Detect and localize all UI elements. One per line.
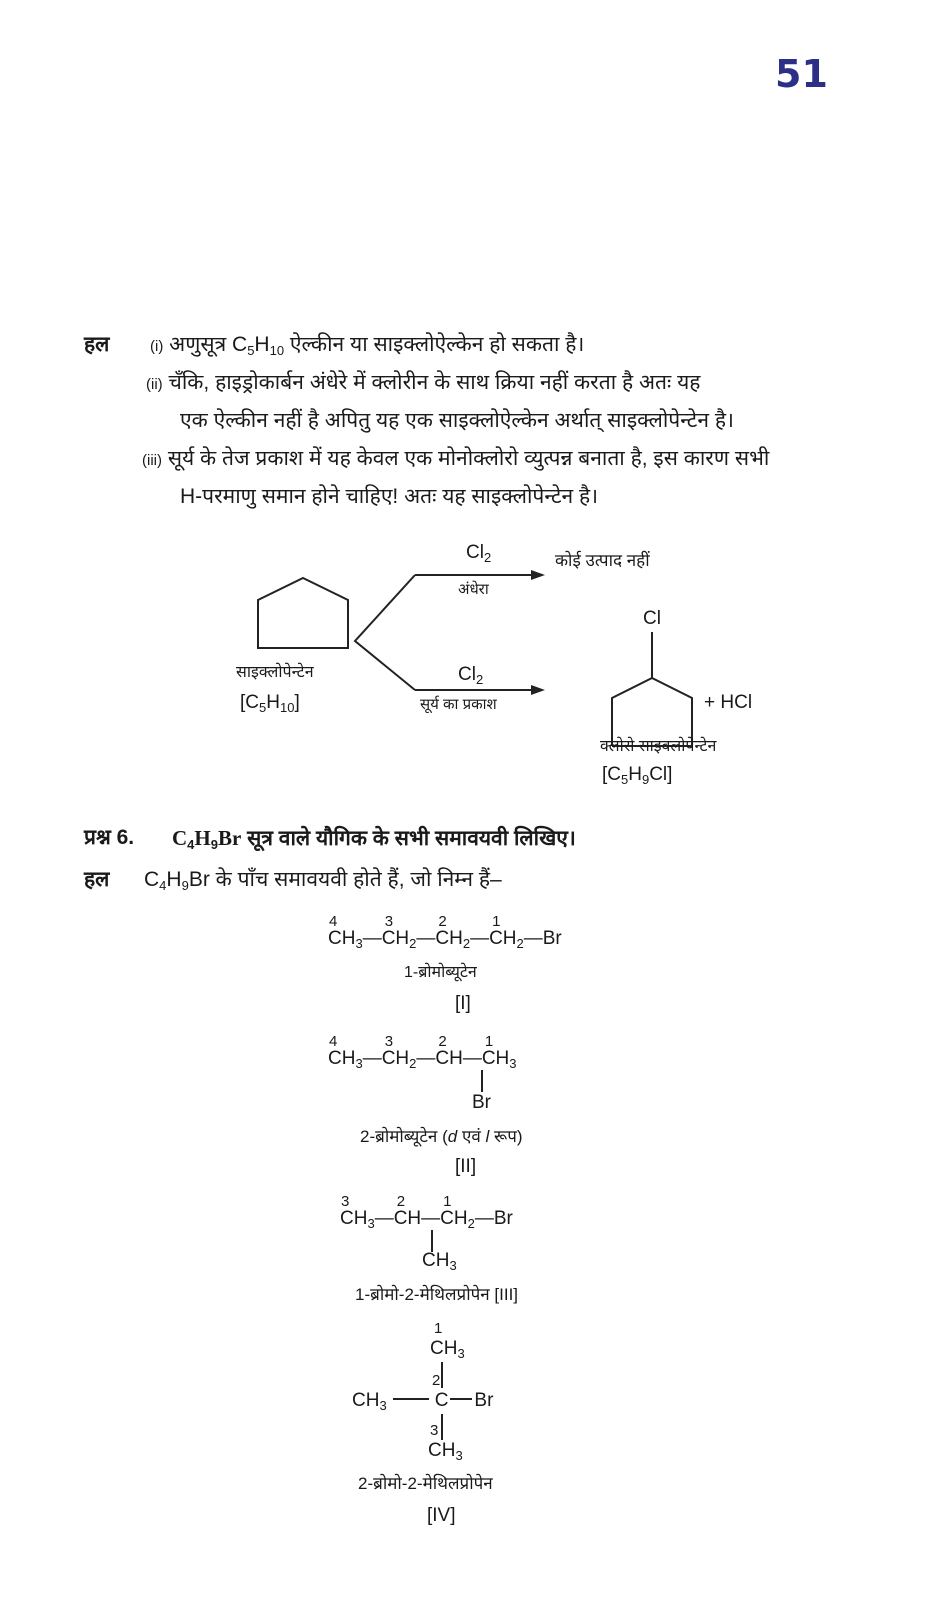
t: Cl]	[649, 764, 673, 785]
cyclopentane-ring	[258, 578, 348, 648]
formula-group	[475, 1208, 513, 1230]
sub: 5	[621, 772, 629, 787]
sub: 10	[279, 700, 295, 715]
formula-group	[340, 1193, 375, 1231]
reagent-top	[466, 542, 491, 564]
isomer-3-branch	[422, 1250, 457, 1272]
arrowhead-top	[531, 570, 545, 580]
subscript: 2	[462, 936, 471, 951]
sub: 9	[210, 837, 218, 852]
no-product-text: कोई उत्पाद नहीं	[555, 551, 650, 570]
carbon-number: 2	[438, 1033, 447, 1050]
bond-vertical	[441, 1414, 443, 1440]
sub: 3	[455, 1448, 463, 1463]
text: अणुसूत्र C	[169, 333, 248, 356]
solution-label: हल	[84, 333, 110, 356]
atom-group: —CH	[470, 928, 517, 949]
marker: (i)	[150, 338, 164, 355]
subscript: 2	[409, 1056, 417, 1071]
bond-vertical	[431, 1230, 433, 1252]
t: 2-ब्रोमोब्यूटेन (	[360, 1127, 448, 1146]
carbon-number: 1	[484, 1033, 494, 1050]
isomer-4-name: 2-ब्रोमो-2-मेथिलप्रोपेन	[358, 1474, 493, 1493]
formula-group	[362, 1033, 417, 1071]
t: Br	[188, 868, 210, 891]
formula-group	[328, 1033, 363, 1071]
text: सूर्य के तेज प्रकाश में यह केवल एक मोनोक्लोरो व्युत्पन्न बनाता है, इस कारण सभी	[167, 447, 770, 470]
sub: 5	[259, 700, 267, 715]
reagent-bottom	[458, 664, 483, 686]
atom-group: CH	[328, 1048, 356, 1069]
page-number: 51	[775, 52, 828, 96]
number: 3	[430, 1422, 439, 1439]
formula-group	[416, 913, 471, 951]
byproduct-hcl: + HCl	[704, 692, 753, 713]
isomer-3-name: 1-ब्रोमो-2-मेथिलप्रोपेन [III]	[355, 1285, 519, 1304]
t: CH	[428, 1440, 456, 1461]
number: 1	[434, 1320, 443, 1337]
text: H	[254, 333, 270, 356]
product-formula	[602, 764, 672, 786]
formula-group	[462, 1033, 517, 1071]
atom-group: CH	[340, 1208, 368, 1229]
atom-group: —CH	[374, 1208, 422, 1229]
number: 2	[432, 1372, 441, 1389]
carbon-number: 2	[438, 913, 447, 930]
subscript: 3	[367, 1216, 375, 1231]
atom-group: CH	[328, 928, 356, 949]
formula-group	[328, 913, 363, 951]
isomer-3-formula	[340, 1193, 513, 1231]
bond-vertical	[441, 1362, 443, 1388]
product-name: क्लोरो साइक्लोपेन्टेन	[600, 738, 717, 755]
sub: 4	[159, 878, 167, 893]
question-text	[172, 826, 576, 851]
marker: (ii)	[146, 376, 163, 393]
sub: 10	[269, 343, 285, 358]
t: H	[628, 764, 642, 785]
sub: 3	[449, 1258, 457, 1273]
subscript: 2	[467, 1216, 475, 1231]
carbon-number: 1	[443, 1193, 452, 1210]
t: Br	[474, 1390, 494, 1411]
subscript: 3	[509, 1056, 517, 1071]
point-ii-line2: एक ऐल्कीन नहीं है अपितु यह एक साइक्लोऐल्केन अर्थात् साइक्लोपेन्टेन है।	[180, 409, 734, 432]
isomer-4-tag: [IV]	[427, 1505, 456, 1526]
formula-group	[470, 913, 524, 951]
t: C	[172, 826, 188, 850]
sub: 9	[181, 878, 189, 893]
bond	[450, 1398, 472, 1400]
subscript: 2	[516, 936, 524, 951]
formula-group	[524, 928, 562, 950]
reactant-name: साइक्लोपेन्टेन	[236, 664, 314, 681]
t: के पाँच समावयवी होते हैं, जो निम्न हैं–	[209, 868, 502, 891]
condition-dark: अंधेरा	[458, 581, 489, 598]
t: C	[434, 1390, 449, 1411]
isomer-2-formula	[328, 1033, 517, 1071]
t: Cl	[466, 542, 484, 563]
isomer-2-branch: Br	[472, 1092, 491, 1113]
t: d	[447, 1127, 458, 1146]
text: चँकि, हाइड्रोकार्बन अंधेरे में क्लोरीन के साथ क्रिया नहीं करता है अतः यह	[168, 371, 701, 394]
sub: 5	[247, 343, 255, 358]
solution2-text	[144, 868, 502, 892]
formula-group	[374, 1193, 422, 1230]
t: CH	[352, 1390, 380, 1411]
marker: (iii)	[142, 452, 162, 469]
t: CH	[430, 1338, 458, 1359]
t: ]	[294, 692, 300, 713]
t: H	[194, 826, 211, 850]
t: सूत्र वाले यौगिक के सभी समावयवी लिखिए।	[241, 827, 576, 850]
formula-group	[362, 913, 417, 951]
t: H	[266, 692, 280, 713]
sub: 2	[475, 672, 484, 687]
t: C	[144, 868, 160, 891]
carbon-number: 4	[329, 913, 338, 930]
t: एवं	[457, 1127, 486, 1146]
t: Br	[217, 826, 242, 850]
t: रूप)	[489, 1127, 523, 1146]
bond	[393, 1398, 429, 1400]
isomer-2-tag: [II]	[455, 1156, 477, 1177]
fork-line	[355, 575, 415, 690]
formula-group	[421, 1193, 475, 1231]
subscript: 2	[409, 936, 417, 951]
carbon-number: 3	[384, 913, 394, 930]
condition-sunlight: सूर्य का प्रकाश	[420, 696, 497, 713]
t: l	[485, 1127, 490, 1146]
carbon-number: 3	[384, 1033, 394, 1050]
question-label: प्रश्न 6.	[84, 826, 135, 849]
point-iii-line2: H-परमाणु समान होने चाहिए! अतः यह साइक्लोपेन्टेन है।	[180, 485, 599, 508]
bond-vertical	[481, 1070, 483, 1092]
subscript: 3	[355, 1056, 363, 1071]
subscript: 3	[355, 936, 363, 951]
reactant-formula	[240, 692, 300, 714]
carbon-number: 2	[396, 1193, 406, 1210]
t: [C	[602, 764, 621, 785]
sub: 9	[641, 772, 650, 787]
chlorine-label: Cl	[643, 608, 661, 629]
carbon-number: 4	[329, 1033, 338, 1050]
isomer-4-row	[352, 1390, 493, 1412]
isomer-1-name: 1-ब्रोमोब्यूटेन	[404, 964, 477, 981]
isomer-4-bottom	[428, 1440, 463, 1462]
atom-group: —CH	[362, 1048, 410, 1069]
solution2-label: हल	[84, 868, 110, 891]
t: H	[166, 868, 182, 891]
atom-group: —CH	[362, 928, 410, 949]
arrowhead-bottom	[531, 685, 545, 695]
sub: 3	[379, 1398, 387, 1413]
text: ऐल्कीन या साइक्लोऐल्केन हो सकता है।	[284, 333, 585, 356]
atom-group: —CH	[416, 928, 463, 949]
formula-group	[416, 1033, 463, 1070]
isomer-1-tag: [I]	[455, 993, 471, 1014]
t: CH	[422, 1250, 450, 1271]
sub: 2	[483, 550, 492, 565]
sub: 3	[457, 1346, 465, 1361]
atom-group: —Br	[523, 928, 562, 949]
carbon-number: 3	[341, 1193, 350, 1210]
isomer-1-formula	[328, 913, 562, 951]
carbon-number: 1	[492, 913, 501, 930]
sub: 4	[187, 837, 195, 852]
atom-group: —CH	[421, 1208, 468, 1229]
t: [C	[240, 692, 259, 713]
isomer-4-top	[430, 1338, 465, 1360]
atom-group: —Br	[474, 1208, 513, 1229]
atom-group: —CH	[416, 1048, 463, 1069]
isomer-2-name	[360, 1124, 523, 1147]
atom-group: —CH	[462, 1048, 510, 1069]
t: Cl	[458, 664, 476, 685]
